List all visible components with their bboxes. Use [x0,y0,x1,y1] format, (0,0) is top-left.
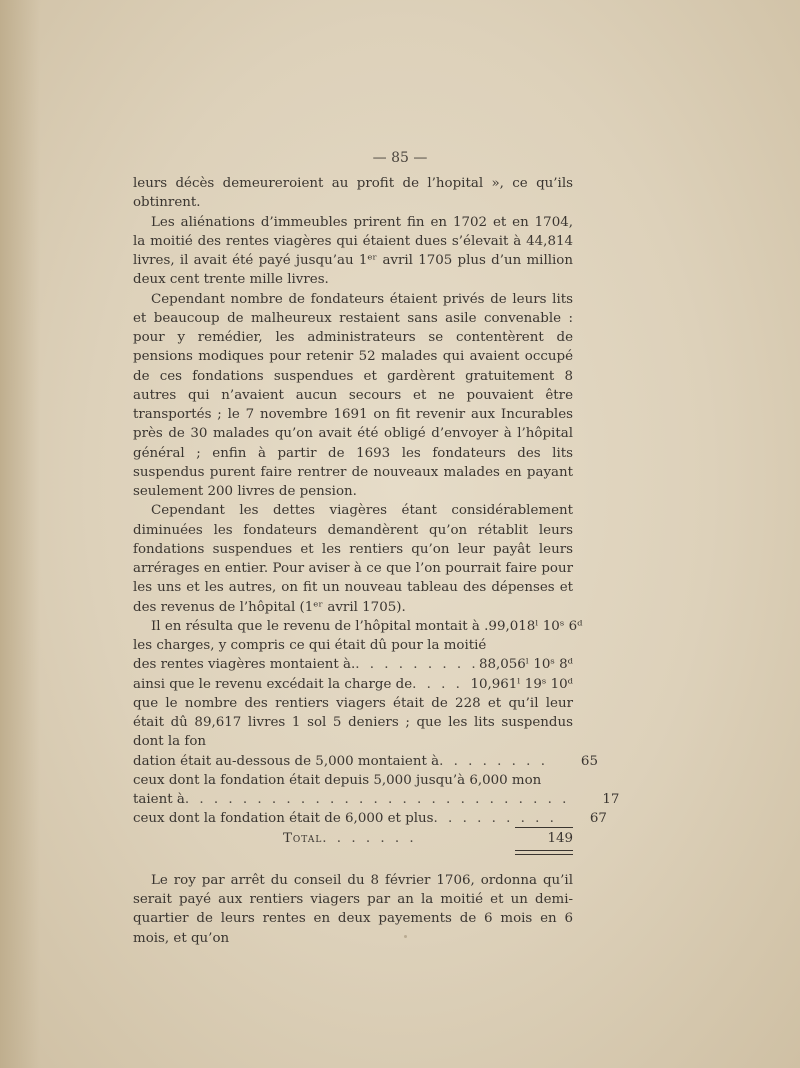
statement-label: Il en résulta que le revenu de l’hôpital montait à . [151,618,489,634]
statement-label: des rentes viagères montaient à. [133,657,356,673]
page-number: — 85 — [372,150,428,166]
statement-row-surplus [133,675,573,694]
revenue-statement [133,617,620,855]
leader-dots: . . . . . . . . [439,753,548,769]
statement-amount: 67 [589,811,607,827]
leader-dots: . . . . . . . [322,830,417,846]
statement-amount: 99,018ˡ 10ˢ 6ᵈ [488,618,583,634]
statement-row-under-5000 [133,752,598,771]
statement-amount: 17 [602,792,620,807]
statement-row-over-6000 [133,809,607,828]
statement-line [133,771,573,790]
paragraph-4: Cependant les dettes viagères étant considérablement diminuées les fondateurs demandèrent qu’on rétablit leurs fondations suspendues et les rentiers qu’on leur payât leurs arrérages en entier. Pour aviser à ce que l’on pourrait faire pour les uns et les autres, on fit un nouveau tableau des dépenses et des revenus de l’hôpital (1ᵉʳ avril 1705). [133,503,573,615]
statement-label: taient à [133,792,185,807]
statement-row-total [133,829,573,848]
statement-amount: 10,961ˡ 19ˢ 10ᵈ [470,676,573,692]
statement-label: dation était au-dessous de 5,000 montaient à [133,753,440,769]
total-double-rule [515,850,573,855]
statement-label: ainsi que le revenu excédait la charge de [133,676,413,692]
total-amount: 149 [547,830,573,846]
paragraph-3: Cependant nombre de fondateurs étaient privés de leurs lits et beaucoup de malheureux restaient sans asile convenable : pour y remédier, les administrateurs se contentèrent de pensions modiques pour retenir 52 malades qui avaient occupé de ces fondations suspendues et gardèrent gratuitement 8 autres qui n’avaient aucun secours et ne pouvaient être transportés ; le 7 novembre 1691 on fit revenir aux Incurables près de 30 malades qu’on avait été obligé d’envoyer à l’hôpital général ; enfin à partir de 1693 les fondateurs des lits suspendus purent faire rentrer de nouveaux malades en payant seulement 200 livres de pension. [133,291,573,499]
total-label: Total [283,830,323,846]
paragraph-5: Le roy par arrêt du conseil du 8 février 1706, ordonna qu’il serait payé aux rentiers viagers par an la moitié et un demi-quartier de leurs rentes en deux payements de 6 mois en 6 mois, et qu’on [133,872,573,946]
statement-label: ceux dont la fondation était depuis 5,000 jusqu’à 6,000 mon [133,772,542,788]
page-text [133,174,620,948]
leader-dots: . . . . . . . . . . . . . . . . . . . . . . . . . . . [184,792,570,807]
statement-line [133,636,573,655]
paragraph-1: leurs décès demeureroient au profit de l’hopital », ce qu’ils obtinrent. [133,176,573,211]
statement-text: que le nombre des rentiers viagers était de 228 et qu’il leur était dû 89,617 livres 1 sol 5 deniers ; que les lits suspendus dont la fon [133,695,573,750]
statement-amount: 88,056ˡ 10ˢ 8ᵈ [478,657,573,673]
statement-label: les charges, y compris ce qui était dû pour la moitié [133,638,487,653]
statement-row-revenue [133,617,583,636]
leader-dots: . . . . . . . . . [433,811,557,827]
leader-dots: . . . . . . . . . [355,657,479,673]
statement-label: ceux dont la fondation était de 6,000 et plus [133,811,434,827]
statement-amount: 65 [580,753,598,769]
leader-dots: . . . . [412,676,463,692]
statement-row-charges [133,655,573,674]
paragraph-2: Les aliénations d’immeubles prirent fin en 1702 et en 1704, la moitié des rentes viagères qui étaient dues s’élevait à 44,814 livres, il avait été payé jusqu’au 1ᵉʳ avril 1705 plus d’un million deux cent trente mille livres. [133,214,573,288]
statement-row-5000-6000 [133,790,620,809]
